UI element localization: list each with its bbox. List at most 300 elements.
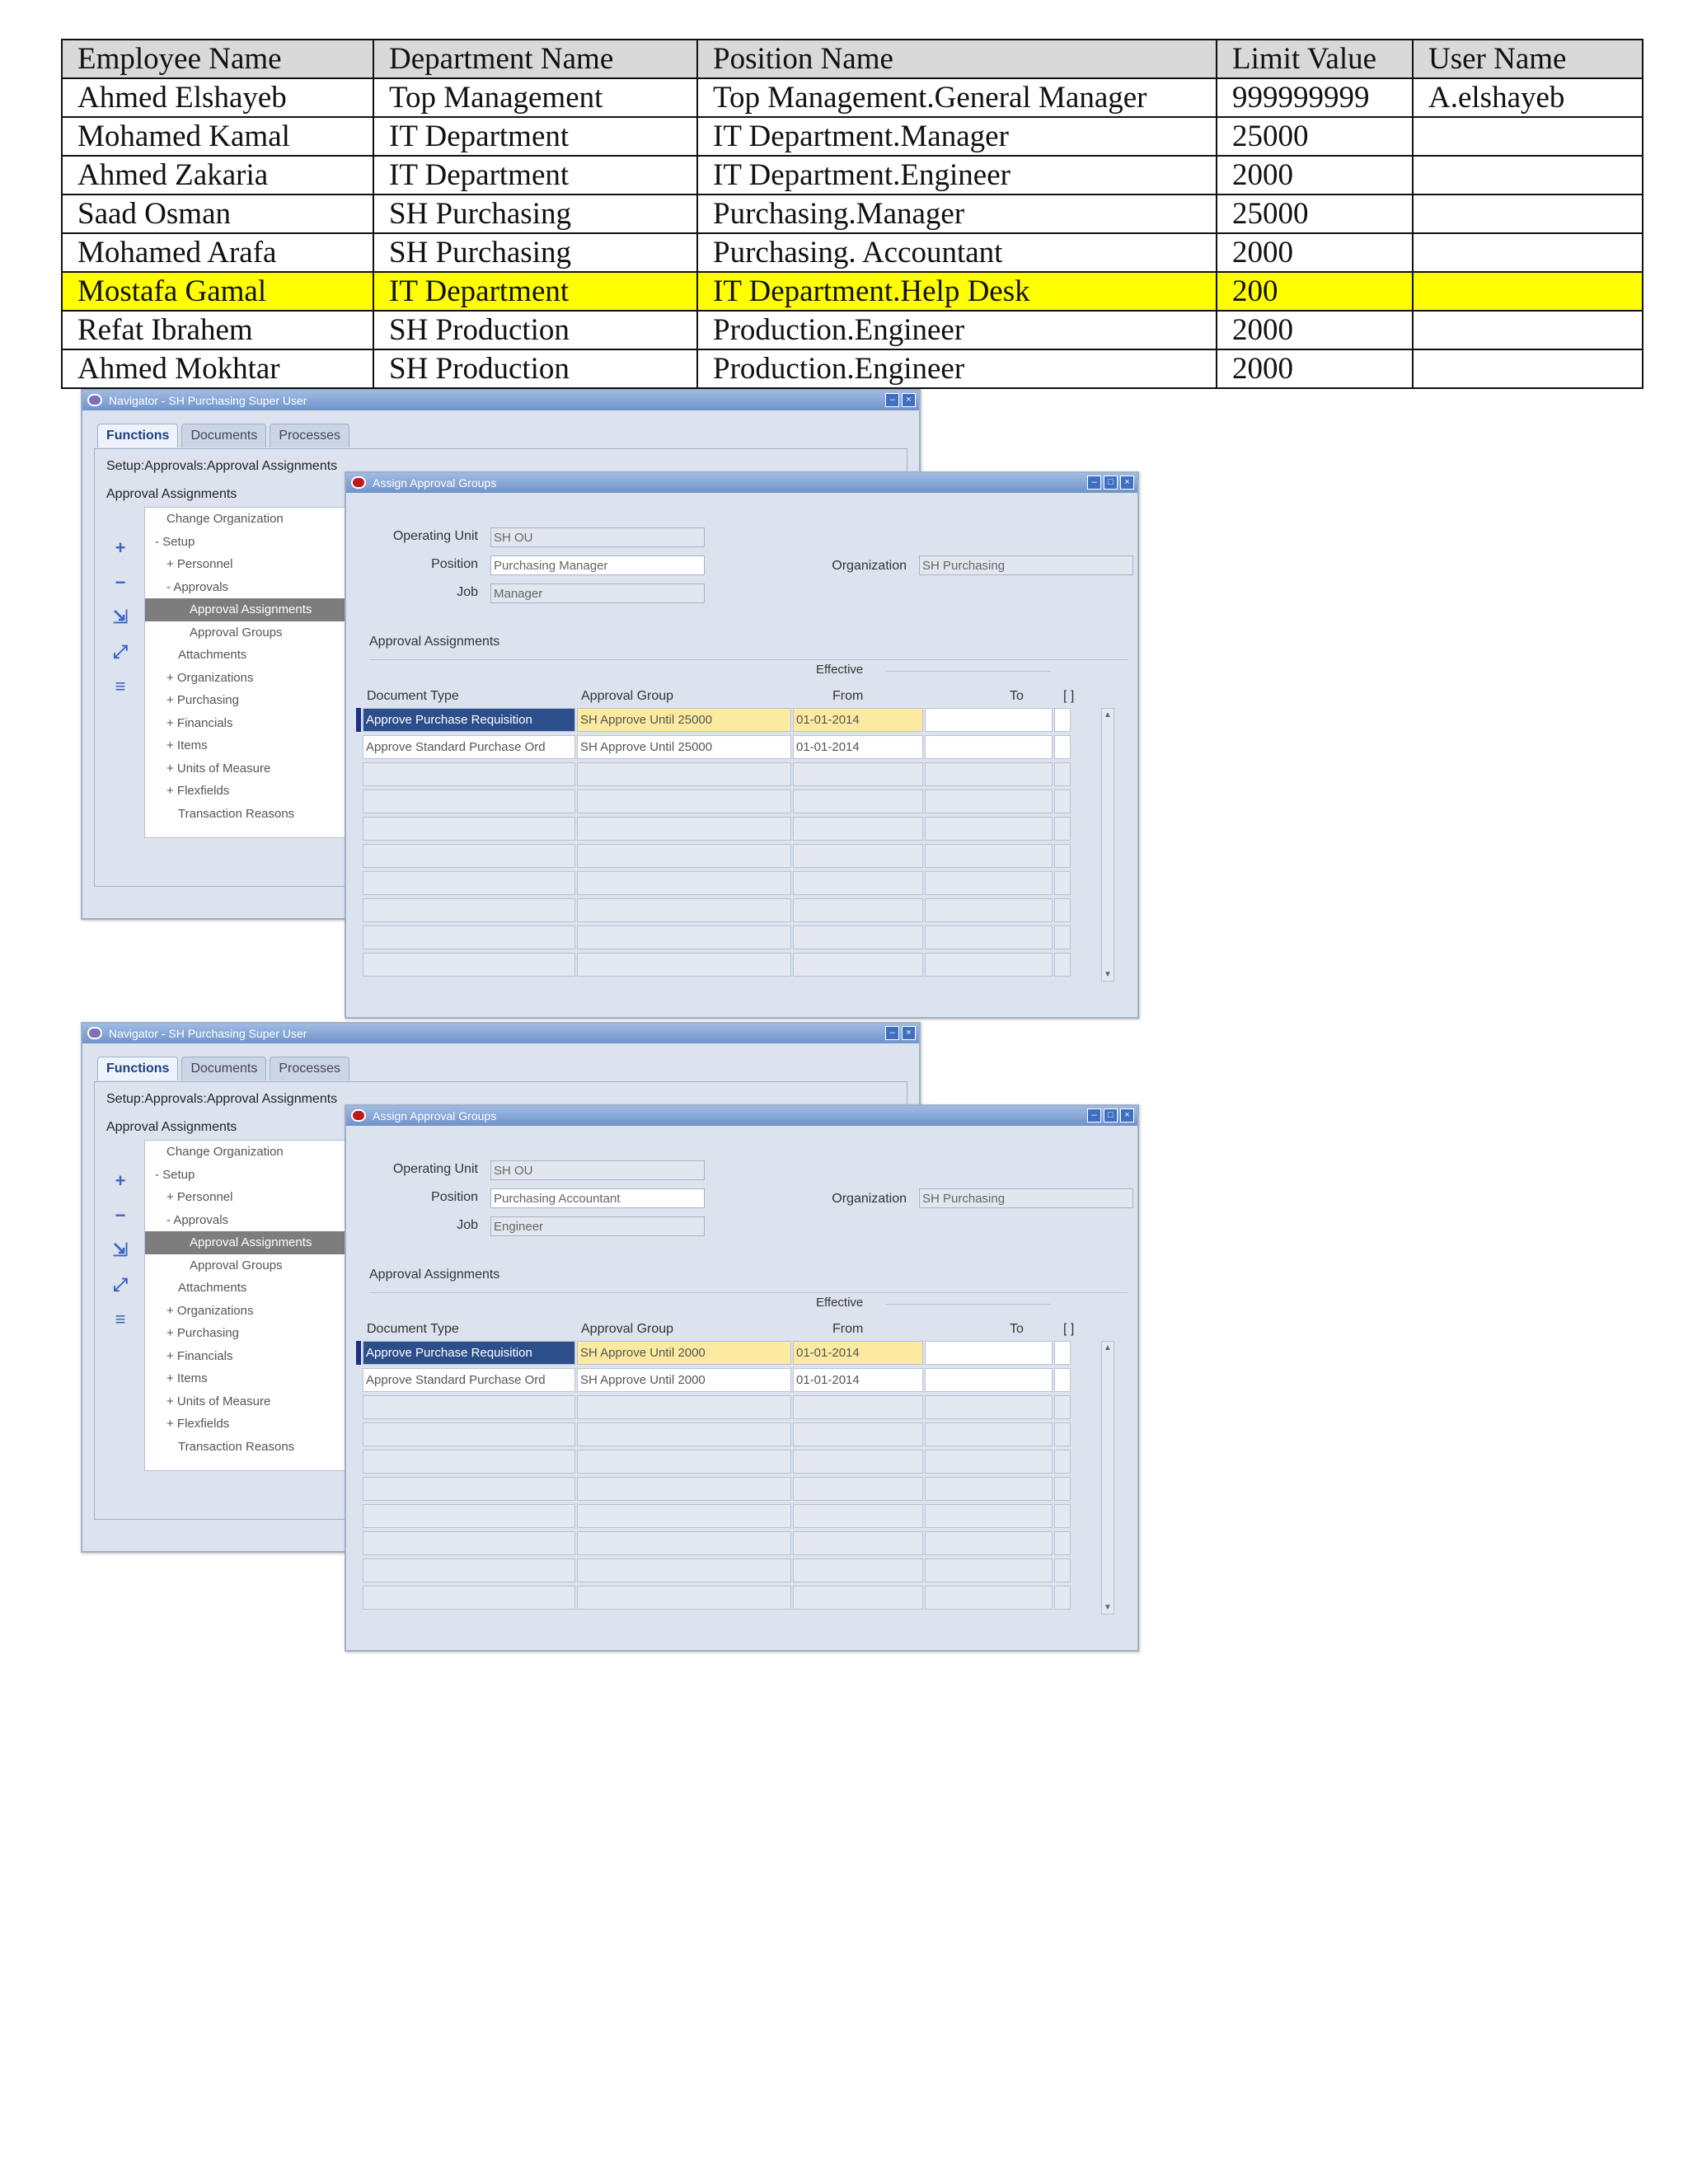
position-label: Position	[431, 1190, 478, 1204]
approval-group-cell[interactable]	[577, 762, 791, 786]
tree-item[interactable]: Approval Assignments	[145, 1231, 363, 1254]
scroll-down-icon[interactable]: ▼	[1104, 1603, 1112, 1612]
effective-to-cell[interactable]	[925, 1558, 1053, 1582]
employee-name-cell: Ahmed Elshayeb	[62, 78, 373, 117]
flex-cell[interactable]	[1054, 1422, 1071, 1446]
employee-name-cell: Mohamed Arafa	[62, 233, 373, 272]
table-row	[62, 156, 1643, 194]
window-controls	[885, 1026, 916, 1040]
operating-unit-field[interactable]: SH OU	[490, 527, 705, 547]
minimize-icon[interactable]: –	[885, 1026, 899, 1040]
oracle-form-screenshot-1	[81, 389, 1140, 1019]
tab-documents[interactable]: Documents	[181, 424, 266, 448]
section-divider	[369, 1292, 1128, 1293]
minimize-icon[interactable]: –	[1087, 1108, 1101, 1122]
table-row[interactable]	[363, 817, 1072, 844]
flex-cell[interactable]	[1054, 953, 1071, 977]
organization-field[interactable]: SH Purchasing	[919, 1188, 1133, 1208]
flex-cell[interactable]	[1054, 1531, 1071, 1555]
tree-item[interactable]: + Personnel	[166, 1190, 233, 1204]
effective-from-cell[interactable]	[793, 871, 923, 895]
minimize-icon[interactable]: –	[1087, 476, 1101, 490]
assign-window-titlebar[interactable]: Assign Approval Groups	[346, 1106, 1137, 1126]
window-controls	[1087, 476, 1134, 490]
section-divider	[369, 659, 1128, 660]
approval-group-cell[interactable]	[577, 1395, 791, 1419]
user-name-cell: A.elshayeb	[1413, 78, 1643, 117]
tree-item[interactable]: + Personnel	[166, 557, 233, 571]
tree-item[interactable]: + Organizations	[166, 670, 254, 685]
oracle-logo-icon	[87, 394, 102, 406]
effective-from-cell[interactable]	[793, 1558, 923, 1582]
approval-assignments-section-title: Approval Assignments	[369, 635, 500, 649]
plus-icon[interactable]: +	[115, 537, 126, 558]
tab-documents[interactable]: Documents	[181, 1057, 266, 1080]
approval-group-cell[interactable]	[577, 926, 791, 949]
function-heading: Approval Assignments	[106, 487, 237, 501]
approval-group-cell[interactable]	[577, 1422, 791, 1446]
column-header-limit-value: Limit Value	[1217, 40, 1413, 78]
approval-group-cell[interactable]	[577, 871, 791, 895]
expand-icon[interactable]: ⇲	[112, 607, 129, 627]
effective-to-cell[interactable]	[925, 844, 1053, 868]
effective-from-header: From	[832, 689, 864, 703]
effective-to-cell[interactable]	[925, 1531, 1053, 1555]
table-row[interactable]	[363, 735, 1072, 762]
vertical-scrollbar[interactable]	[1101, 1341, 1114, 1615]
department-name-cell: Top Management	[373, 78, 697, 117]
document-type-cell[interactable]	[363, 871, 575, 895]
tree-item[interactable]: + Units of Measure	[166, 1394, 271, 1408]
department-name-cell: SH Production	[373, 349, 697, 388]
oracle-logo-icon	[87, 1027, 102, 1039]
document-type-cell[interactable]	[363, 817, 575, 841]
table-row[interactable]	[363, 926, 1072, 953]
approval-group-header: Approval Group	[581, 1322, 674, 1336]
tree-item[interactable]: Transaction Reasons	[178, 806, 295, 821]
tree-item[interactable]: + Organizations	[166, 1303, 254, 1318]
tree-item[interactable]: Change Organization	[166, 1145, 284, 1159]
approval-assignments-grid	[363, 708, 1072, 980]
vertical-scrollbar[interactable]	[1101, 708, 1114, 982]
table-row[interactable]	[363, 1477, 1072, 1504]
position-name-cell: Purchasing.Manager	[697, 194, 1217, 233]
tree-toolbar	[111, 537, 129, 696]
position-name-cell: IT Department.Help Desk	[697, 272, 1217, 311]
operating-unit-label: Operating Unit	[392, 1162, 478, 1176]
effective-to-cell[interactable]	[925, 1586, 1053, 1610]
flex-cell[interactable]	[1054, 790, 1071, 813]
table-row	[62, 349, 1643, 388]
collapse-all-icon[interactable]: ≡	[115, 1309, 126, 1329]
approval-group-cell[interactable]	[577, 953, 791, 977]
effective-from-cell[interactable]	[793, 898, 923, 922]
maximize-icon[interactable]: □	[1104, 1108, 1118, 1122]
table-row[interactable]	[363, 871, 1072, 898]
current-record-indicator	[356, 1341, 361, 1365]
limit-value-cell: 999999999	[1217, 78, 1413, 117]
table-row[interactable]	[363, 1422, 1072, 1450]
effective-group-label: Effective	[816, 1296, 864, 1310]
tree-item[interactable]: - Approvals	[166, 579, 229, 594]
department-name-cell: SH Purchasing	[373, 233, 697, 272]
approval-group-cell[interactable]	[577, 1586, 791, 1610]
scroll-up-icon[interactable]: ▲	[1104, 710, 1112, 719]
document-type-cell[interactable]: Approve Purchase Requisition	[363, 708, 575, 732]
user-name-cell	[1413, 272, 1643, 311]
effective-to-cell[interactable]	[925, 1341, 1053, 1365]
close-icon[interactable]: ×	[1120, 1108, 1134, 1122]
flex-cell[interactable]	[1054, 1477, 1071, 1501]
position-name-cell: IT Department.Manager	[697, 117, 1217, 156]
assign-window-titlebar[interactable]: Assign Approval Groups	[346, 473, 1137, 493]
approval-assignments-section-title: Approval Assignments	[369, 1268, 500, 1282]
table-row[interactable]	[363, 953, 1072, 980]
effective-divider	[886, 671, 1051, 672]
effective-from-cell[interactable]	[793, 817, 923, 841]
document-type-cell[interactable]	[363, 1477, 575, 1501]
flex-cell[interactable]	[1054, 898, 1071, 922]
user-name-cell	[1413, 156, 1643, 194]
plus-icon[interactable]: +	[115, 1170, 126, 1191]
column-header-position-name: Position Name	[697, 40, 1217, 78]
effective-to-cell[interactable]	[925, 1450, 1053, 1474]
effective-to-cell[interactable]	[925, 762, 1053, 786]
flex-cell[interactable]	[1054, 735, 1071, 759]
limit-value-cell: 2000	[1217, 156, 1413, 194]
tree-item[interactable]: + Purchasing	[166, 1326, 239, 1340]
document-type-header: Document Type	[367, 689, 459, 703]
table-row[interactable]	[363, 1341, 1072, 1368]
approval-group-header: Approval Group	[581, 689, 674, 703]
flex-cell[interactable]	[1054, 871, 1071, 895]
limit-value-cell: 2000	[1217, 311, 1413, 349]
tree-item[interactable]: Attachments	[178, 648, 247, 662]
limit-value-cell: 200	[1217, 272, 1413, 311]
assign-approval-groups-window	[345, 1104, 1139, 1652]
position-name-cell: Production.Engineer	[697, 311, 1217, 349]
user-name-cell	[1413, 349, 1643, 388]
user-name-cell	[1413, 194, 1643, 233]
table-row[interactable]	[363, 1450, 1072, 1477]
effective-from-cell[interactable]: 01-01-2014	[793, 735, 923, 759]
table-row	[62, 233, 1643, 272]
flex-cell[interactable]	[1054, 926, 1071, 949]
effective-to-cell[interactable]	[925, 1422, 1053, 1446]
approval-group-cell[interactable]	[577, 1450, 791, 1474]
department-name-cell: SH Purchasing	[373, 194, 697, 233]
effective-from-cell[interactable]	[793, 926, 923, 949]
department-name-cell: IT Department	[373, 156, 697, 194]
position-name-cell: Purchasing. Accountant	[697, 233, 1217, 272]
table-row[interactable]	[363, 708, 1072, 735]
effective-from-cell[interactable]	[793, 1450, 923, 1474]
document-type-cell[interactable]	[363, 1395, 575, 1419]
organization-label: Organization	[832, 1192, 907, 1206]
job-field[interactable]: Engineer	[490, 1216, 705, 1236]
effective-to-header: To	[1010, 1322, 1024, 1336]
function-heading: Approval Assignments	[106, 1120, 237, 1134]
tab-functions[interactable]: Functions	[97, 424, 178, 448]
department-name-cell: IT Department	[373, 272, 697, 311]
table-row[interactable]	[363, 1586, 1072, 1613]
employee-name-cell: Ahmed Zakaria	[62, 156, 373, 194]
tree-item[interactable]: Approval Groups	[190, 625, 283, 640]
limit-value-cell: 2000	[1217, 233, 1413, 272]
effective-to-cell[interactable]	[925, 953, 1053, 977]
minus-icon[interactable]: −	[115, 1205, 126, 1226]
window-controls	[1087, 1108, 1134, 1122]
table-row[interactable]	[363, 844, 1072, 871]
operating-unit-label: Operating Unit	[392, 529, 478, 543]
flex-cell[interactable]	[1054, 1395, 1071, 1419]
approval-group-cell[interactable]: SH Approve Until 25000	[577, 708, 791, 732]
table-row	[62, 117, 1643, 156]
approval-group-cell[interactable]	[577, 844, 791, 868]
approval-group-cell[interactable]	[577, 817, 791, 841]
effective-to-header: To	[1010, 689, 1024, 703]
tree-toolbar	[111, 1170, 129, 1329]
navigator-titlebar[interactable]: Navigator - SH Purchasing Super User	[82, 1024, 919, 1043]
effective-from-cell[interactable]	[793, 790, 923, 813]
limit-value-cell: 25000	[1217, 117, 1413, 156]
table-row	[62, 78, 1643, 117]
minus-icon[interactable]: −	[115, 572, 126, 593]
table-row	[62, 194, 1643, 233]
tab-functions[interactable]: Functions	[97, 1057, 178, 1080]
operating-unit-field[interactable]: SH OU	[490, 1160, 705, 1180]
user-name-cell	[1413, 311, 1643, 349]
effective-to-cell[interactable]	[925, 926, 1053, 949]
tree-item[interactable]: + Flexfields	[166, 784, 230, 798]
limit-value-cell: 2000	[1217, 349, 1413, 388]
tree-item[interactable]: - Setup	[155, 1167, 195, 1182]
tab-processes[interactable]: Processes	[270, 1057, 349, 1080]
effective-to-cell[interactable]	[925, 1368, 1053, 1392]
function-path: Setup:Approvals:Approval Assignments	[106, 459, 338, 473]
tree-item[interactable]: Attachments	[178, 1281, 247, 1295]
approval-group-cell[interactable]: SH Approve Until 2000	[577, 1368, 791, 1392]
employee-table	[61, 39, 1643, 389]
tree-item[interactable]: + Items	[166, 1371, 208, 1385]
function-tree[interactable]	[144, 507, 364, 838]
effective-from-cell[interactable]	[793, 1477, 923, 1501]
department-name-cell: IT Department	[373, 117, 697, 156]
approval-group-cell[interactable]: SH Approve Until 25000	[577, 735, 791, 759]
flex-cell[interactable]	[1054, 1558, 1071, 1582]
flex-cell[interactable]	[1054, 708, 1071, 732]
tree-item[interactable]: + Purchasing	[166, 693, 239, 707]
document-type-cell[interactable]	[363, 1531, 575, 1555]
employee-name-cell: Mohamed Kamal	[62, 117, 373, 156]
effective-to-cell[interactable]	[925, 871, 1053, 895]
document-type-header: Document Type	[367, 1322, 459, 1336]
function-tree[interactable]	[144, 1140, 364, 1471]
flex-cell[interactable]	[1054, 1586, 1071, 1610]
job-label: Job	[457, 1218, 478, 1232]
document-type-cell[interactable]	[363, 790, 575, 813]
expand-icon[interactable]: ⇲	[112, 1240, 129, 1260]
oracle-logo-icon	[351, 1109, 366, 1122]
effective-to-cell[interactable]	[925, 1395, 1053, 1419]
document-type-cell[interactable]	[363, 1586, 575, 1610]
effective-from-cell[interactable]	[793, 1395, 923, 1419]
current-record-indicator	[356, 708, 361, 732]
minimize-icon[interactable]: –	[885, 393, 899, 407]
limit-value-cell: 25000	[1217, 194, 1413, 233]
table-row[interactable]	[363, 762, 1072, 790]
effective-divider	[886, 1304, 1051, 1305]
position-label: Position	[431, 557, 478, 571]
flex-cell[interactable]	[1054, 1504, 1071, 1528]
effective-from-cell[interactable]: 01-01-2014	[793, 1368, 923, 1392]
position-name-cell: Production.Engineer	[697, 349, 1217, 388]
scroll-up-icon[interactable]: ▲	[1104, 1343, 1112, 1352]
tree-item[interactable]: Approval Assignments	[145, 598, 363, 621]
effective-to-cell[interactable]	[925, 790, 1053, 813]
tree-item[interactable]: - Approvals	[166, 1212, 229, 1227]
effective-from-header: From	[832, 1322, 864, 1336]
tree-item[interactable]: Approval Groups	[190, 1258, 283, 1272]
function-path: Setup:Approvals:Approval Assignments	[106, 1092, 338, 1106]
table-row[interactable]	[363, 1504, 1072, 1531]
document-type-cell[interactable]	[363, 1504, 575, 1528]
employee-name-cell: Ahmed Mokhtar	[62, 349, 373, 388]
table-row[interactable]	[363, 1395, 1072, 1422]
flex-cell[interactable]	[1054, 844, 1071, 868]
employee-name-cell: Mostafa Gamal	[62, 272, 373, 311]
document-type-cell[interactable]	[363, 1558, 575, 1582]
document-type-cell[interactable]	[363, 1450, 575, 1474]
table-row[interactable]	[363, 898, 1072, 926]
employee-name-cell: Saad Osman	[62, 194, 373, 233]
close-icon[interactable]: ×	[902, 1026, 916, 1040]
approval-group-cell[interactable]	[577, 1531, 791, 1555]
effective-to-cell[interactable]	[925, 898, 1053, 922]
approval-group-cell[interactable]	[577, 898, 791, 922]
position-field[interactable]: Purchasing Accountant	[490, 1188, 705, 1208]
position-name-cell: Top Management.General Manager	[697, 78, 1217, 117]
effective-to-cell[interactable]	[925, 1504, 1053, 1528]
job-field[interactable]: Manager	[490, 583, 705, 603]
expand-all-icon[interactable]: ⤢	[113, 641, 128, 662]
navigator-tabs	[97, 424, 349, 448]
tree-item[interactable]: Change Organization	[166, 512, 284, 526]
column-header-department-name: Department Name	[373, 40, 697, 78]
table-header-row	[62, 40, 1643, 78]
document-type-cell[interactable]	[363, 1422, 575, 1446]
user-name-cell	[1413, 233, 1643, 272]
position-name-cell: IT Department.Engineer	[697, 156, 1217, 194]
flex-cell[interactable]	[1054, 762, 1071, 786]
flex-cell[interactable]	[1054, 1341, 1071, 1365]
effective-from-cell[interactable]	[793, 844, 923, 868]
document-type-cell[interactable]: Approve Standard Purchase Ord	[363, 735, 575, 759]
flex-cell[interactable]	[1054, 1450, 1071, 1474]
table-row[interactable]	[363, 1531, 1072, 1558]
document-type-cell[interactable]: Approve Standard Purchase Ord	[363, 1368, 575, 1392]
department-name-cell: SH Production	[373, 311, 697, 349]
table-row[interactable]	[363, 790, 1072, 817]
tree-item[interactable]: - Setup	[155, 534, 195, 549]
tree-item[interactable]: + Items	[166, 738, 208, 752]
effective-from-cell[interactable]: 01-01-2014	[793, 1341, 923, 1365]
effective-from-cell[interactable]	[793, 1504, 923, 1528]
employee-table-body	[62, 78, 1643, 388]
close-icon[interactable]: ×	[1120, 476, 1134, 490]
document-type-cell[interactable]	[363, 844, 575, 868]
scroll-down-icon[interactable]: ▼	[1104, 970, 1112, 979]
position-field[interactable]: Purchasing Manager	[490, 555, 705, 575]
document-type-cell[interactable]	[363, 926, 575, 949]
flex-cell[interactable]	[1054, 817, 1071, 841]
approval-group-cell[interactable]	[577, 1504, 791, 1528]
effective-from-cell[interactable]	[793, 1586, 923, 1610]
close-icon[interactable]: ×	[902, 393, 916, 407]
approval-assignments-grid	[363, 1341, 1072, 1613]
window-controls	[885, 393, 916, 407]
oracle-logo-icon	[351, 476, 366, 489]
document-type-cell[interactable]: Approve Purchase Requisition	[363, 1341, 575, 1365]
effective-from-cell[interactable]	[793, 953, 923, 977]
effective-group-label: Effective	[816, 663, 864, 677]
table-row[interactable]	[363, 1368, 1072, 1395]
employee-name-cell: Refat Ibrahem	[62, 311, 373, 349]
effective-from-cell[interactable]	[793, 1422, 923, 1446]
approval-group-cell[interactable]	[577, 1477, 791, 1501]
document-type-cell[interactable]	[363, 953, 575, 977]
table-row[interactable]	[363, 1558, 1072, 1586]
approval-group-cell[interactable]: SH Approve Until 2000	[577, 1341, 791, 1365]
collapse-all-icon[interactable]: ≡	[115, 676, 126, 696]
effective-to-cell[interactable]	[925, 708, 1053, 732]
tree-item[interactable]: + Units of Measure	[166, 761, 271, 776]
flex-cell[interactable]	[1054, 1368, 1071, 1392]
approval-group-cell[interactable]	[577, 790, 791, 813]
column-header-employee-name: Employee Name	[62, 40, 373, 78]
effective-to-cell[interactable]	[925, 735, 1053, 759]
expand-all-icon[interactable]: ⤢	[113, 1274, 128, 1295]
tab-processes[interactable]: Processes	[270, 424, 349, 448]
table-row	[62, 311, 1643, 349]
effective-to-cell[interactable]	[925, 817, 1053, 841]
tree-item[interactable]: + Financials	[166, 1348, 233, 1363]
column-header-user-name: User Name	[1413, 40, 1643, 78]
document-type-cell[interactable]	[363, 898, 575, 922]
tree-item[interactable]: Transaction Reasons	[178, 1439, 295, 1454]
approval-group-cell[interactable]	[577, 1558, 791, 1582]
organization-field[interactable]: SH Purchasing	[919, 555, 1133, 575]
effective-from-cell[interactable]	[793, 762, 923, 786]
job-label: Job	[457, 585, 478, 599]
effective-from-cell[interactable]	[793, 1531, 923, 1555]
navigator-titlebar[interactable]: Navigator - SH Purchasing Super User	[82, 391, 919, 410]
maximize-icon[interactable]: □	[1104, 476, 1118, 490]
organization-label: Organization	[832, 559, 907, 573]
tree-item[interactable]: + Flexfields	[166, 1417, 230, 1431]
tree-item[interactable]: + Financials	[166, 715, 233, 730]
navigator-tabs	[97, 1057, 349, 1080]
oracle-form-screenshot-2	[81, 1022, 1140, 1652]
folder-toggle-header: [ ]	[1063, 689, 1075, 703]
table-row	[62, 272, 1643, 311]
effective-from-cell[interactable]: 01-01-2014	[793, 708, 923, 732]
effective-to-cell[interactable]	[925, 1477, 1053, 1501]
document-type-cell[interactable]	[363, 762, 575, 786]
user-name-cell	[1413, 117, 1643, 156]
assign-approval-groups-window	[345, 471, 1139, 1019]
folder-toggle-header: [ ]	[1063, 1322, 1075, 1336]
